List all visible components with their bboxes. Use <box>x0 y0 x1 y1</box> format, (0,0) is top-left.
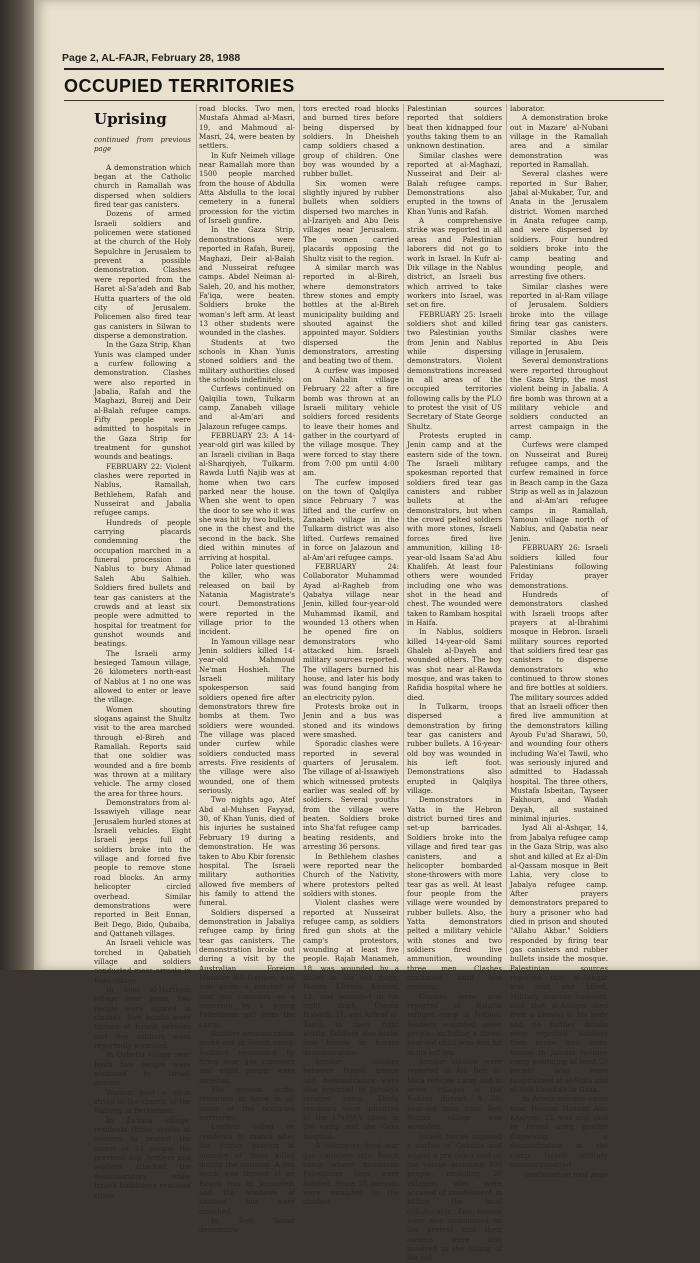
article-paragraph: Several clashes were reported in Sur Baher, Jabal al-Mukaber, Tur, and Anata in the Jerusalem district. Women marched in Anata refugee camp, and were dispersed by soldiers. Four hundred soldiers broke into the camp beating and wounding people, and arresting five others. <box>510 169 608 282</box>
article-paragraph: The Israeli army besieged Tamoun village, 26 kilometers north-east of Nablus at 1 no one was allowed to enter or leave the village. <box>94 648 191 705</box>
article-paragraph: Students at two schools in Khan Yunis stoned soldiers and the military authorities closed the schools indefinitely. <box>199 337 295 384</box>
article-paragraph: Iyad Ali al-Ashqar, 14, from Jabalya refugee camp in the Gaza Strip, was also shot and killed at Ez al-Din al-Qassam mosque in Beit Lahia, very close to Jabalya refugee camp. After prayers demonstrators prepared to bury a prisoner who had died in prison and shouted "Allahu Akbar." Soldiers responded by firing tear gas canisters and rubber bullets inside the mosque. Palestinian sources reported that al-Ashqar was shot and killed. Military sources however, said that al-Ashqar died from a blow(s) to his body and no further details were reported. Soldiers then broke into many homes in Jabalia refugee camp wounding at least 20 people who were hospitalized at al-Shifa and al-Ahli hospitals in Gaza. <box>510 823 609 1095</box>
article-paragraph: Police later questioned the killer, who was released on bail by Natania Magistrate's court. Demonstrations were reported in the village prior to the incident. <box>199 561 295 637</box>
article-paragraph: In Beit Sahor demonstra- <box>199 1215 295 1235</box>
article-paragraph: In the Gaza Strip, Khan Yunis was clamped under a curfew following a demonstration. Clashes were also reported in Jabalia, Rafah and the Maghazi, Bureij and Deir al-Balah refugee camps. Fifty people were admitted to hospitals in the Gaza Strip for treatment for gunshot wounds and beatings. <box>94 340 191 462</box>
article-paragraph: FEBRUARY 22: Violent clashes were reported in Nablus, Ramallah, Bethlehem, Rafah and Nusseirat and Jabalia refugee camps. <box>94 461 191 518</box>
article-paragraph: Leaflets called on residents to march after the Friday prayers in memory of those killed during the uprising. A fire bomb was thrown at an Israeli bus in Jerusalem and the windows of another bus were smashed. <box>199 1122 295 1216</box>
article-paragraph: Dozens of armed Israeli soldiers and policemen were stationed at the church of the Holy Sepulchre in Jerusalem to prevent a possible demonstration. Clashes were reported from the Haret al-Sa'adeh and Bab Hutta quarters of the old city of Jerusalem. Policemen also fired tear gas canisters in Silwan to disperse a demonstration. <box>94 209 191 340</box>
article-paragraph: Similar clashes between Israeli troops and demonstrators were also reported in Jabaliya refugee camp. Thirty residents were admitted to the UNRWA clinic in the camp and the Gaza hospital. <box>303 1057 399 1141</box>
article-paragraph: Protests erupted in Jenin camp and at the eastern side of the town. The Israeli military spokesman reported that soldiers fired tear gas canisters and rubber bullets at the demonstrators, but when the crowd pelted soldiers with more stones, Israeli forces fired live ammunition, killing 18-year-old Isaam Sa'ad Abu Khalifeh. At least four others were wounded including one who was shot in the head and chest. The wounded were taken to Rambam hospital in Haifa. <box>407 431 502 627</box>
column-divider <box>196 104 197 954</box>
continued-on-note: continued on next page <box>524 1171 608 1180</box>
article-paragraph: Palestinian sources reported that soldiers beat then kidnapped four youths taking them to an unknown destination. <box>407 104 502 151</box>
article-paragraph: In Nablus, soldiers killed 14-year-old Sami Ghaleb al-Dayeh and wounded others. The boy was shot near al-Rawda mosque, and was taken to Rafidia hospital where he died. <box>407 627 502 702</box>
article-column-4 <box>407 104 502 1263</box>
article-paragraph: Soldiers dispersed a demonstration in Jabaliya refugee camp by firing tear gas canisters. The demonstration broke out during a visit by the Australian Foreign Minister Bill Hayden, who was given a number of tear gas canisters as a memento by a young Palestinian girl from the camp. <box>199 907 295 1029</box>
article-paragraph: In Bethlehem clashes were reported near the Church of the Nativity, where protestors pelted soldiers with stones. <box>303 851 399 898</box>
article-paragraph: Curfews were clamped on Nusseirat and Bureij refugee camps, and the curfew remained in force in Beach camp in the Gaza Strip as well as in Jalazoun and al-Am'ari refugee camps in Ramallah, Yamoun village north of Nablus, and Qabatia near Jenin. <box>510 440 608 543</box>
article-paragraph: A curfew was imposed on Nahalin village February 22 after a fire bomb was thrown at an Israeli military vehicle soldiers forced residents to leave their homes and gather in the courtyard of the village mosque. They were forced to stay there from 7:00 pm until 4:00 am. <box>303 365 399 478</box>
article-paragraph: In Yamoun village near Jenin soldiers killed 14-year-old Mahmoud Ne'man Hoshieh. The Israeli military spokesperson said soldiers opened fire after demonstrators threw fire bombs at them. Two soldiers were wounded. The village was placed under curfew while soldiers conducted mass arrests. Five residents of the village were also wounded, one of them seriously. <box>199 636 295 796</box>
article-paragraph: Hundreds of people carrying placards condemning the occupation marched in a funeral procession in Nablus to bury Ahmad Saleh Abu Salhieh. Soldiers fired bullets and tear gas canisters at the crowds and at least six people were admitted to hospital for treatment for gunshot wounds and beatings. <box>94 517 191 649</box>
article-paragraph: Women shouting slogans against the Shultz visit to the area marched through el-Bireh and Ramallah. Reports said that one soldier was wounded and a fire bomb was thrown at a military vehicle. The army closed the area for three hours. <box>94 704 191 798</box>
article-paragraph: Israeli forces imposed a curfew in Qabatia and waged a pre-dawn raid on the village arresting 200 people, including 20 villagers who were accused of involvement in killing the local collaborator. Two houses were also demolished on the pretext that their owners were also involved in the killing of the col- <box>407 1131 502 1263</box>
article-paragraph: Six women were slightly injured by rubber bullets when soldiers dispersed two marches in al-Izariyeh and Abu Deis villages near Jerusalem. The women carried placards opposing the Shultz visit to the region. <box>303 178 399 263</box>
article-paragraph: Hundreds of demonstrators clashed with Israeli troops after prayers at al-Ibrahimi mosque in Hebron. Israeli military sources reported that soldiers fired tear gas canisters to disperse demonstrators who continued to throw stones and fire bottles at soldiers. The military sources added that an Israeli officer then fired live ammunition at the demonstrators killing Ayoub Fu'ad Sharawi, 50, and wounding four others including Wa'el Tawil, who was seriously injured and admitted to Hadassah hospital. The three others, Mustafa Isbeitan, Tayseer Fakhouri, and Wadah Deyah, all sustained minimal injuries. <box>510 589 609 824</box>
article-paragraph: Several demonstrations were reported throughout the Gaza Strip, the most violent being in Jabalia. A fire bomb was thrown at a military vehicle and soldiers conducted an arrest campaign in the camp. <box>510 356 608 441</box>
article-paragraph: A comprehensive strike was reported in all areas and Palestinian laborers did not go to work in Israel. In Kufr al-Dik village in the Nablus district, an Israeli bus which arrived to take workers into Israel, was set on fire. <box>407 216 502 310</box>
article-paragraph: Similar clashes were reported at al-Maghazi, Nusseirat and Deir al-Balah refugee camps. Demonstrations also erupted in the towns of Khan Yunis and Rafah. <box>407 150 502 216</box>
column-divider <box>299 104 300 954</box>
article-paragraph: Demonstrators in Yatta in the Hebron district burned tires and set-up barricades. Soldiers broke into the village and fired tear gas canisters, and a helicopter bombarded stone-throwers with more tear gas as well. At least four people from the village were wounded by rubber bullets. Also, the Yatta demonstrators pelted a military vehicle with stones and two soldiers fired live ammunition, wounding three men. Clashes continued until late evening. <box>407 795 502 992</box>
article-paragraph: A demonstration broke out in Mazare' al-Nubani village in the Ramallah area and a similar demonstration was reported in Ramallah. <box>510 113 608 170</box>
section-rule <box>64 100 664 101</box>
article-paragraph: Similar clashes were reported in al-Ram village of Jerusalem. Soldiers broke into the village firing tear gas canisters. Similar clashes were reported in Abu Deis village in Jerusalem. <box>510 281 608 356</box>
article-paragraph: In Tulkarm, troops dispersed a demonstration by firing tear gas canisters and rubber bullets. A 16-year-old boy was wounded in his left foot. Demonstrations also erupted in Qalqilya village. <box>407 702 502 796</box>
article-paragraph: An Israeli vehicle was torched in Qabatieh village and soldiers conducted mass arrests in Bido village. <box>94 938 191 985</box>
article-paragraph: FEBRUARY 24: Collaborator Muhammad Ayad al-Ragheb from Qabatya village near Jenin, killed four-year-old Muhammad Ikamil, and wounded 13 others when he opened fire on demonstrators who attacked him. Israeli military sources reported. The villagers burned his house, and later his body was found hanging from an electricity pylon. <box>303 561 399 702</box>
article-paragraph: laborator. <box>510 104 545 113</box>
article-column-2 <box>199 104 295 1235</box>
article-paragraph: In Qabatia village near Jenin two people were wounded by Israeli gunfire. <box>94 1050 191 1088</box>
article-paragraph: road blocks. Two men, Mustafa Ahmad al-Masri, 19, and Mahmoud al-Masri, 24, were beaten by settlers. <box>199 104 295 151</box>
article-paragraph: The general strike remained in force in all areas of the occupied territories. <box>199 1085 295 1123</box>
header-rule <box>64 68 664 70</box>
article-paragraph: FEBRUARY 23: A 14-year-old girl was killed by an Israeli civilian in Baqa al-Sharqiyeh, Tulkarm. Rawda Lutfi Najib was at home when two cars parked near the house. When she went to open the door to see who it was she was hit by two bullets, one in the chest and the second in the back. She died within minutes of arriving at hospital. <box>199 431 295 562</box>
article-paragraph: In Silet al-Harthieh village near Jenin, two people were injured in clashes. Fire bombs were thrown at Israeli vehicles and five soldiers were reportedly wounded. <box>94 984 191 1050</box>
book-binding <box>0 0 34 970</box>
article-paragraph: In Kufr Neimeh village near Ramallah more than 1500 people marched from the house of Abdulla Atta Abdulla to the local cemetery in a funeral procession for the victim of Israeli gunfire. <box>199 150 295 226</box>
article-paragraph: A helicopter fired tear gas canisters into Beach camp where numerous Palestinian flags were hoisted. Some 25 persons were wounded in the clashes. <box>303 1141 399 1207</box>
article-column-1 <box>94 104 191 1200</box>
column-5-body <box>510 104 608 1169</box>
article-column-5 <box>510 104 609 1180</box>
article-paragraph: Two nights ago, Atef Abd al-Muhsen Fayyad, 30, of Khan Yunis, died of his injuries he sustained February 19 during a demonstration. He was taken to Abu Kbir forensic hospital. The Israeli military authorities allowed five members of his family to attend the funeral. <box>199 795 295 908</box>
column-divider <box>403 104 404 954</box>
article-paragraph: A similar march was reported in al-Bireh, where demonstrators threw stones and empty bottles at the al-Bireh municipality building and shouted against the appointed mayor. Soldiers dispersed the demonstrators, arresting and beating two of them. <box>303 262 399 366</box>
article-paragraph: Similar clashes were reported in Ain Beit al-Ma'a refugee camp and in seven villages in the Nablus district. A 28-year-old man from Beit Wazan village was wounded. <box>407 1057 502 1132</box>
column-divider <box>506 104 507 954</box>
article-paragraph: A demonstration which began at the Catholic church in Ramallah was dispersed when soldiers fired tear gas canisters. <box>94 162 191 210</box>
article-paragraph: Clashes were also reported in Balatta refugee camp in Nablus. Soldiers wounded seven people, including a three-year-old child who was hit in his left leg. <box>407 991 502 1057</box>
page-header: Page 2, AL-FAJR, February 28, 1988 <box>62 52 241 64</box>
article-paragraph: In Za'tara village, residents threw stones at soldiers to protest the arrest of 23 people the previous day. Settlers and soldiers attacked the demonstrators while Israeli bulldozers removed stone <box>94 1115 191 1200</box>
article-paragraph: Demonstrators from al-Issawiyeh village near Jerusalem hurled stones at Israeli vehicles. Eight Israeli jeeps full of soldiers broke into the village and forced five people to remove stone road blocks. An army helicopter circled overhead. Similar demonstrations were reported in Beit Ennan, Beit Dego, Bido, Qubaiba, and Qattaneh villages. <box>94 798 191 938</box>
article-paragraph: tors erected road blocks and burned tires before being dispersed by soldiers. In Dheisheh camp soldiers chased a group of children. One boy was wounded by a rubber bullet. <box>303 104 399 179</box>
article-paragraph: Sporadic clashes were reported in several quarters of Jerusalem. The village of al-Issawiyeh which witnessed protests earlier was sealed off by soldiers. Several youths from the village were beaten. Soldiers broke into Sha'fat refugee camp beating residents, and arresting 36 persons. <box>303 739 399 852</box>
column-2-body <box>199 104 295 1235</box>
article-paragraph: Violent clashes were reported at Nusseirat refugee camp, as soldiers fired gun shots at the camp's protestors, wounding at least five people. Rajab Manameh, 18, was wounded by a bullet in his left thigh, Mazen Khamis Khader, 12, was wounded in his right thigh, Usama Habash, 21, and Ashraf al-Tawil, in their right wrists. Soldiers also broke into homes to harass demonstrators. <box>303 898 399 1057</box>
article-paragraph: Another demonstration broke out in Beach camp. Soldiers responded by firing tear gas canisters and eight people were arrested. <box>199 1029 295 1085</box>
article-paragraph: FEBRUARY 25: Israeli soldiers shot and killed two Palestinian youths from Jenin and Nablus while dispersing demonstrators. Violent demonstrations increased in all areas of the occupied territories following calls by the PLO to protest the visit of US Secretary of State George Shultz. <box>407 309 502 431</box>
column-3-body <box>303 104 399 1207</box>
article-paragraph: In the Gaza Strip, demonstrations were reported in Rafah, Bureij, Maghazi, Deir al-Balah and Nusseirat refugee camps. Abdel Neiman al-Saleh, 20, and his mother, Fa'iqa, were beaten. Soldiers broke the woman's left arm. At least 13 other students were wounded in the clashes. <box>199 225 295 338</box>
article-headline: Uprising <box>94 110 167 128</box>
column-4-body <box>407 104 502 1263</box>
section-title: OCCUPIED TERRITORIES <box>64 76 295 96</box>
article-paragraph: FEBRUARY 26: Israeli soldiers killed four Palestinians following Friday prayer demonstrations. <box>510 543 608 590</box>
article-paragraph: In Aroub refugee camp near Hebron Hassan Abu Khalyan, 22, was also shot by Israeli army gunfire dispersing a demonstration in the camp. Israeli military sources reported <box>510 1094 608 1169</box>
column-1-body <box>94 163 191 1200</box>
article-column-3 <box>303 104 399 1207</box>
continued-from-note: continued from previous page <box>94 136 191 154</box>
article-paragraph: Curfews continued on Qalqilia town, Tulkarm camp, Zanabeh village and al-Am'ari and Jalazoun refugee camps. <box>199 384 295 431</box>
article-paragraph: Protests broke out in Jenin and a bus was stoned and its windows were smashed. <box>303 702 399 740</box>
article-paragraph: Women held a sit-in strike in the church of the Nativity in Bethlehem. <box>94 1087 191 1116</box>
article-paragraph: The curfew imposed on the town of Qalqilya since February 7 was lifted and the curfew on Zanabeh village in the Tulkarm district was also lifted. Curfews remained in force on Jalazoun and al-Am'ari refugee camps. <box>303 477 399 562</box>
